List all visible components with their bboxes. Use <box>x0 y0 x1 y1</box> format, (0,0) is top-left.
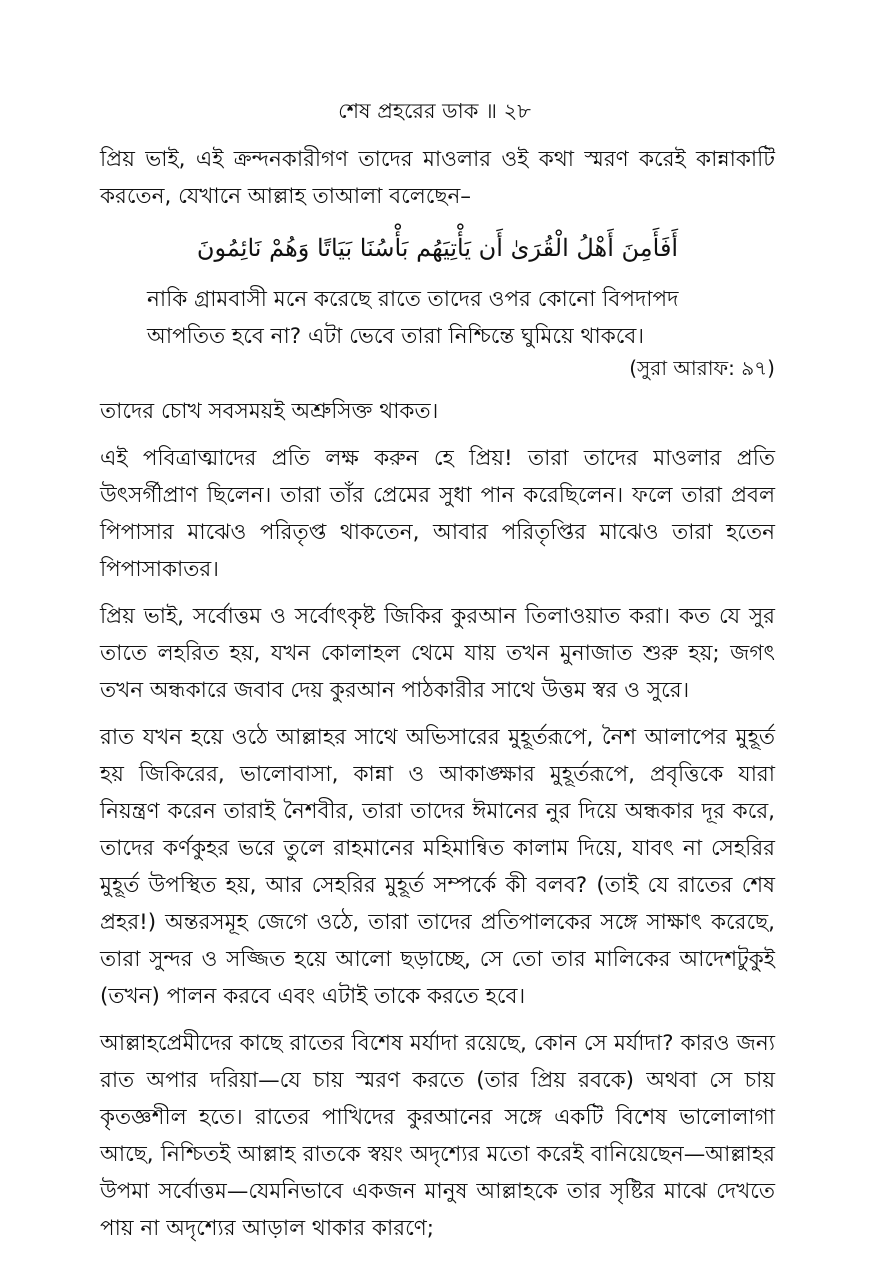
intro-paragraph: প্রিয় ভাই, এই ক্রন্দনকারীগণ তাদের মাওলার ওই কথা স্মরণ করেই কান্নাকাটি করতেন, যেখানে আল্লাহ তাআলা বলেছেন– <box>100 147 775 209</box>
page-header: শেষ প্রহরের ডাক ॥ ২৮ <box>338 99 531 123</box>
body-paragraph-5: আল্লাহপ্রেমীদের কাছে রাতের বিশেষ মর্যাদা রয়েছে, কোন সে মর্যাদা? কারও জন্য রাত অপার দরিয়া—যে চায় স্মরণ করতে (তার প্রিয় রবকে) অথবা সে চায় কৃতজ্ঞশীল হতে। রাতের পাখিদের কুরআনের সঙ্গে একটি বিশেষ ভালোলাগা আছে, নিশ্চিতই আল্লাহ রাতকে স্বয়ং অদৃশ্যের মতো করেই বানিয়েছেন—আল্লাহর উপমা সর্বোত্তম—যেমনিভাবে একজন মানুষ আল্লাহকে তার সৃষ্টির মাঝে দেখতে পায় না অদৃশ্যের আড়াল থাকার কারণে; <box>100 1031 775 1241</box>
page-body <box>100 141 775 1257</box>
body-paragraph-3: প্রিয় ভাই, সর্বোত্তম ও সর্বোৎকৃষ্ট জিকির কুরআন তিলাওয়াত করা। কত যে সুর তাতে লহরিত হয়, যখন কোলাহল থেমে যায় তখন মুনাজাত শুরু হয়; জগৎ তখন অন্ধকারে জবাব দেয় কুরআন পাঠকারীর সাথে উত্তম স্বর ও সুরে। <box>100 604 775 703</box>
translation-line-1: নাকি গ্রামবাসী মনে করেছে রাতে তাদের ওপর কোনো বিপদাপদ <box>147 287 679 312</box>
quran-verse-arabic: أَفَأَمِنَ أَهْلُ الْقُرَىٰ أَن يَأْتِيَهُم بَأْسُنَا بَيَاتًا وَهُمْ نَائِمُونَ <box>196 234 679 262</box>
body-paragraph-1: তাদের চোখ সবসময়ই অশ্রুসিক্ত থাকত। <box>100 399 439 424</box>
translation-line-2: আপতিত হবে না? এটা ভেবে তারা নিশ্চিন্তে ঘুমিয়ে থাকবে। <box>147 324 645 349</box>
verse-translation <box>100 281 775 355</box>
body-paragraph-4: রাত যখন হয়ে ওঠে আল্লাহর সাথে অভিসারের মুহূর্তরূপে, নৈশ আলাপের মুহূর্ত হয় জিকিরের, ভালোবাসা, কান্না ও আকাঙ্ক্ষার মুহূর্তরূপে, প্রবৃত্তিকে যারা নিয়ন্ত্রণ করেন তারাই নৈশবীর, তারা তাদের ঈমানের নুর দিয়ে অন্ধকার দূর করে, তাদের কর্ণকুহর ভরে তুলে রাহমানের মহিমান্বিত কালাম দিয়ে, যাবৎ না সেহরির মুহূর্ত উপস্থিত হয়, আর সেহরির মুহূর্ত সম্পর্কে কী বলব? (তাই যে রাতের শেষ প্রহর!) অন্তরসমূহ জেগে ওঠে, তারা তাদের প্রতিপালকের সঙ্গে সাক্ষাৎ করেছে, তারা সুন্দর ও সজ্জিত হয়ে আলো ছড়াচ্ছে, সে তো তার মালিকের আদেশটুকুই (তখন) পালন করবে এবং এটাই তাকে করতে হবে। <box>100 725 775 1009</box>
verse-reference: (সুরা আরাফ: ৯৭) <box>629 356 775 380</box>
body-paragraph-2: এই পবিত্রাত্মাদের প্রতি লক্ষ করুন হে প্রিয়! তারা তাদের মাওলার প্রতি উৎসর্গীপ্রাণ ছিলেন। তারা তাঁর প্রেমের সুধা পান করেছিলেন। ফলে তারা প্রবল পিপাসার মাঝেও পরিতৃপ্ত থাকতেন, আবার পরিতৃপ্তির মাঝেও তারা হতেন পিপাসাকাতর। <box>100 446 775 582</box>
